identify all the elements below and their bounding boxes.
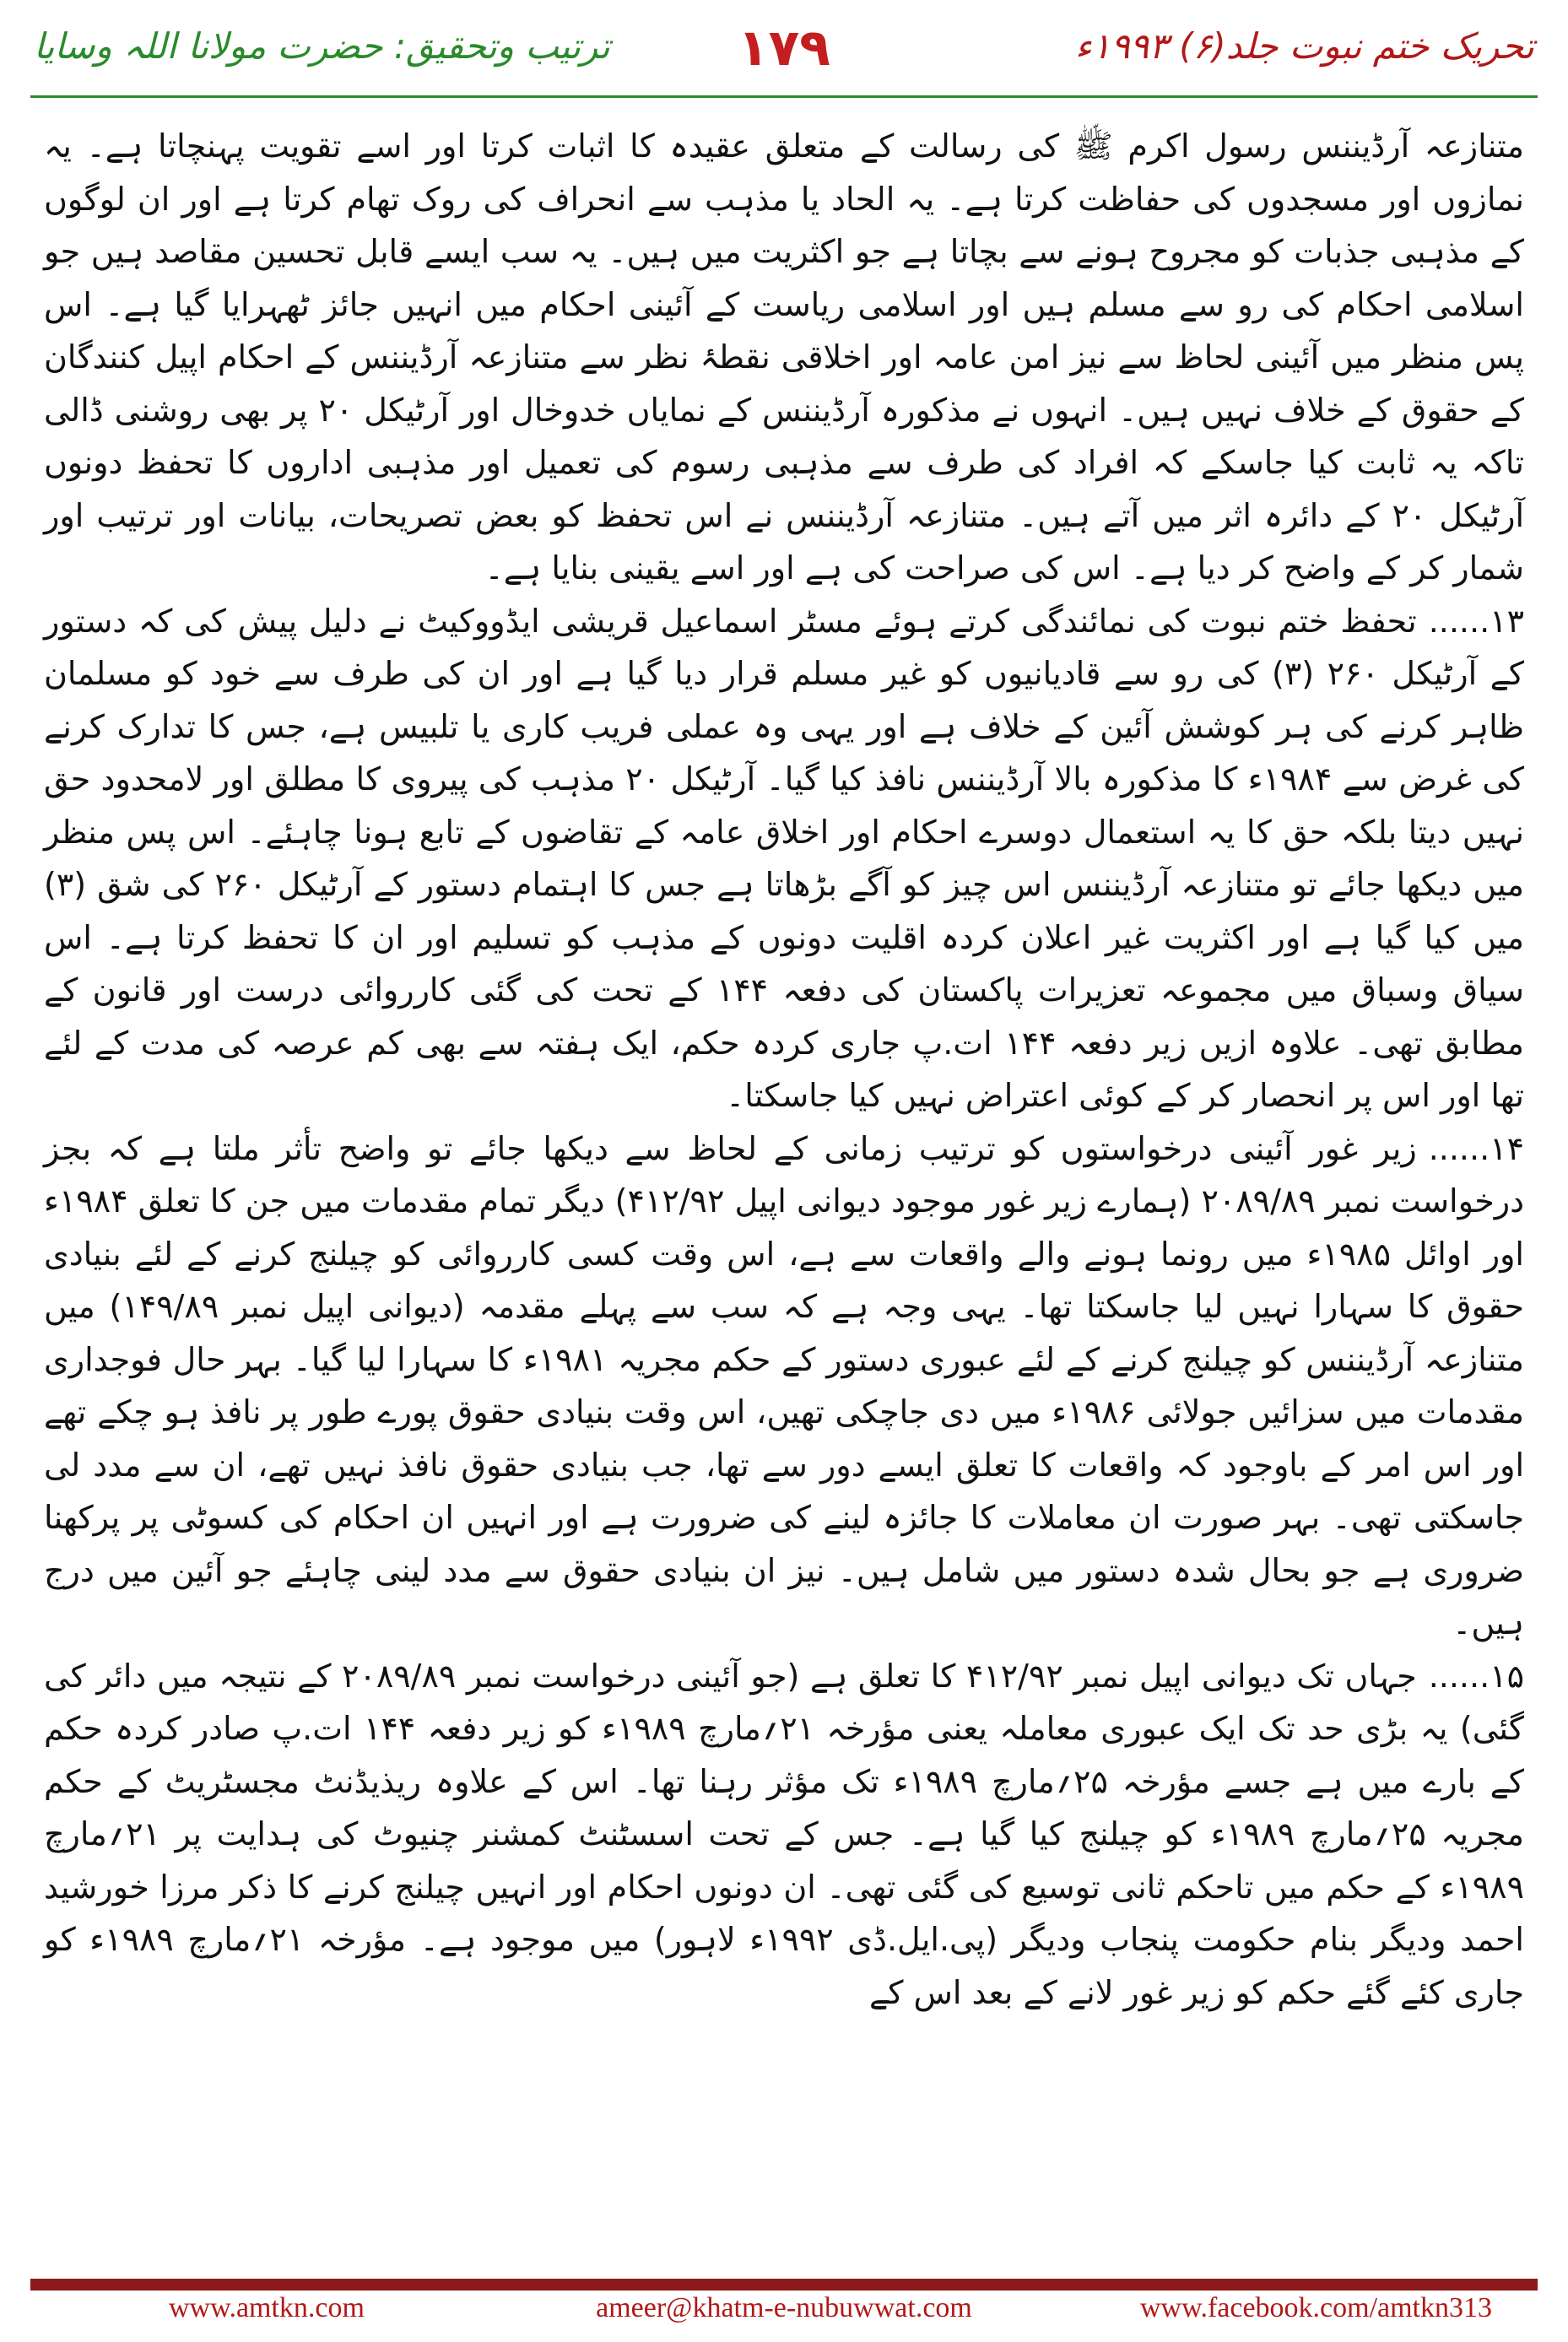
paragraph-text: متنازعہ آرڈیننس رسول اکرم ﷺ کی رسالت کے متعلق عقیدہ کا اثبات کرتا اور اسے تقویت پہنچاتا ہے۔ یہ نمازوں اور مسجدوں کی حفاظت کرتا ہے۔ یہ الحاد یا مذہب سے انحراف کی روک تھام کرتا ہے اور ان لوگوں کے مذہبی جذبات کو مجروح ہونے سے بچاتا ہے جو اکثریت میں ہیں۔ یہ سب ایسے قابل تحسین مقاصد ہیں جو اسلامی احکام کی رو سے مسلم ہیں اور اسلامی ریاست کے آئینی احکام میں انہیں جائز ٹھہرایا گیا ہے۔ اس پس منظر میں آئینی لحاظ سے نیز امن عامہ اور اخلاقی نقطۂ نظر سے متنازعہ آرڈیننس کے احکام اپیل کنندگان کے حقوق کے خلاف نہیں ہیں۔ انہوں نے مذکورہ آرڈیننس کے نمایاں خدوخال اور آرٹیکل ۲۰ پر بھی روشنی ڈالی تاکہ یہ ثابت کیا جاسکے کہ افراد کی طرف سے مذہبی رسوم کی تعمیل اور مذہبی اداروں کا تحفظ دونوں آرٹیکل ۲۰ کے دائرہ اثر میں آتے ہیں۔ متنازعہ آرڈیننس نے اس تحفظ کو بعض تصریحات، بیانات اور ترتیب اور شمار کر کے واضح کر دیا ہے۔ اس کی صراحت کی ہے اور اسے یقینی بنایا ہے۔ — [44, 127, 1524, 587]
editor-credit: ترتیب وتحقیق: حضرت مولانا اللہ وسایا — [34, 25, 610, 67]
paragraph — [44, 1122, 1524, 1650]
book-title: تحریک ختم نبوت جلد(۶) ۱۹۹۳ء — [1074, 25, 1534, 67]
website-link[interactable]: www.amtkn.com — [169, 2292, 365, 2323]
paragraph-text: جہاں تک دیوانی اپیل نمبر ۴۱۲/۹۲ کا تعلق ہے (جو آئینی درخواست نمبر ۲۰۸۹/۸۹ کے نتیجہ میں دائر کی گئی) یہ بڑی حد تک ایک عبوری معاملہ یعنی مؤرخہ ۲۱؍مارچ ۱۹۸۹ء کو زیر دفعہ ۱۴۴ ات.پ صادر کردہ حکم کے بارے میں ہے جسے مؤرخہ ۲۵؍مارچ ۱۹۸۹ء تک مؤثر رہنا تھا۔ اس کے علاوہ ریذیڈنٹ مجسٹریٹ کے حکم مجریہ ۲۵؍مارچ ۱۹۸۹ء کو چیلنج کیا گیا ہے۔ جس کے تحت اسسٹنٹ کمشنر چنیوٹ کی ہدایت پر ۲۱؍مارچ ۱۹۸۹ء کے حکم میں تاحکم ثانی توسیع کی گئی تھی۔ ان دونوں احکام اور انہیں چیلنج کرنے کا ذکر مرزا خورشید احمد ودیگر بنام حکومت پنجاب ودیگر (پی.ایل.ڈی ۱۹۹۲ء لاہور) میں موجود ہے۔ مؤرخہ ۲۱؍مارچ ۱۹۸۹ء کو جاری کئے گئے حکم کو زیر غور لانے کے بعد اس کے — [44, 1657, 1524, 2011]
footer-band — [30, 2279, 1538, 2291]
paragraph-number: ۱۴...... — [1428, 1129, 1524, 1167]
document-body — [44, 120, 1524, 2019]
paragraph — [44, 120, 1524, 595]
paragraph — [44, 1650, 1524, 2020]
paragraph-number: ۱۳...... — [1428, 602, 1524, 640]
page-footer — [0, 2279, 1568, 2342]
paragraph-text: زیر غور آئینی درخواستوں کو ترتیب زمانی کے لحاظ سے دیکھا جائے تو واضح تأثر ملتا ہے کہ بجز درخواست نمبر ۲۰۸۹/۸۹ (ہمارے زیر غور موجود دیوانی اپیل ۴۱۲/۹۲) دیگر تمام مقدمات میں جن کا تعلق ۱۹۸۴ء اور اوائل ۱۹۸۵ء میں رونما ہونے والے واقعات سے ہے، اس وقت کسی کارروائی کو چیلنج کرنے کے لئے بنیادی حقوق کا سہارا نہیں لیا جاسکتا تھا۔ یہی وجہ ہے کہ سب سے پہلے مقدمہ (دیوانی اپیل نمبر ۱۴۹/۸۹) میں متنازعہ آرڈیننس کو چیلنج کرنے کے لئے عبوری دستور کے حکم مجریہ ۱۹۸۱ء کا سہارا لیا گیا۔ بہر حال فوجداری مقدمات میں سزائیں جولائی ۱۹۸۶ء میں دی جاچکی تھیں، اس وقت بنیادی حقوق پورے طور پر نافذ ہو چکے تھے اور اس امر کے باوجود کہ واقعات کا تعلق ایسے دور سے تھا، جب بنیادی حقوق نافذ نہیں تھے، ان سے مدد لی جاسکتی تھی۔ بہر صورت ان معاملات کا جائزہ لینے کی ضرورت ہے اور انہیں ان احکام کی کسوٹی پر پرکھنا ضروری ہے جو بحال شدہ دستور میں شامل ہیں۔ نیز ان بنیادی حقوق سے مدد لینی چاہئے جو آئین میں درج ہیں۔ — [44, 1129, 1525, 1642]
paragraph — [44, 595, 1524, 1122]
page-number: ۱۷۹ — [738, 19, 830, 78]
paragraph-text: تحفظ ختم نبوت کی نمائندگی کرتے ہوئے مسٹر اسماعیل قریشی ایڈووکیٹ نے دلیل پیش کی کہ دستور کے آرٹیکل ۲۶۰ (۳) کی رو سے قادیانیوں کو غیر مسلم قرار دیا گیا ہے اور ان کی طرف سے خود کو مسلمان ظاہر کرنے کی ہر کوشش آئین کے خلاف ہے اور یہی وہ عملی فریب کاری یا تلبیس ہے، جس کا تدارک کرنے کی غرض سے ۱۹۸۴ء کا مذکورہ بالا آرڈیننس نافذ کیا گیا۔ آرٹیکل ۲۰ مذہب کی پیروی کا مطلق اور لامحدود حق نہیں دیتا بلکہ حق کا یہ استعمال دوسرے احکام اور اخلاق عامہ کے تقاضوں کے تابع ہونا چاہئے۔ اس پس منظر میں دیکھا جائے تو متنازعہ آرڈیننس اس چیز کو آگے بڑھاتا ہے جس کا اہتمام دستور کے آرٹیکل ۲۶۰ کی شق (۳) میں کیا گیا ہے اور اکثریت غیر اعلان کردہ اقلیت دونوں کے مذہب کو تسلیم اور ان کا تحفظ کرتا ہے۔ اس سیاق وسباق میں مجموعہ تعزیرات پاکستان کی دفعہ ۱۴۴ کے تحت کی گئی کارروائی درست اور قانون کے مطابق تھی۔ علاوہ ازیں زیر دفعہ ۱۴۴ ات.پ جاری کردہ حکم، ایک ہفتہ سے بھی کم عرصہ کی مدت کے لئے تھا اور اس پر انحصار کر کے کوئی اعتراض نہیں کیا جاسکتا۔ — [44, 602, 1525, 1114]
header-divider — [30, 95, 1538, 98]
email-link[interactable]: ameer@khatm-e-nubuwwat.com — [596, 2292, 972, 2323]
paragraph-number: ۱۵...... — [1428, 1657, 1524, 1695]
facebook-link[interactable]: www.facebook.com/amtkn313 — [1139, 2292, 1492, 2323]
page-header — [0, 0, 1568, 101]
